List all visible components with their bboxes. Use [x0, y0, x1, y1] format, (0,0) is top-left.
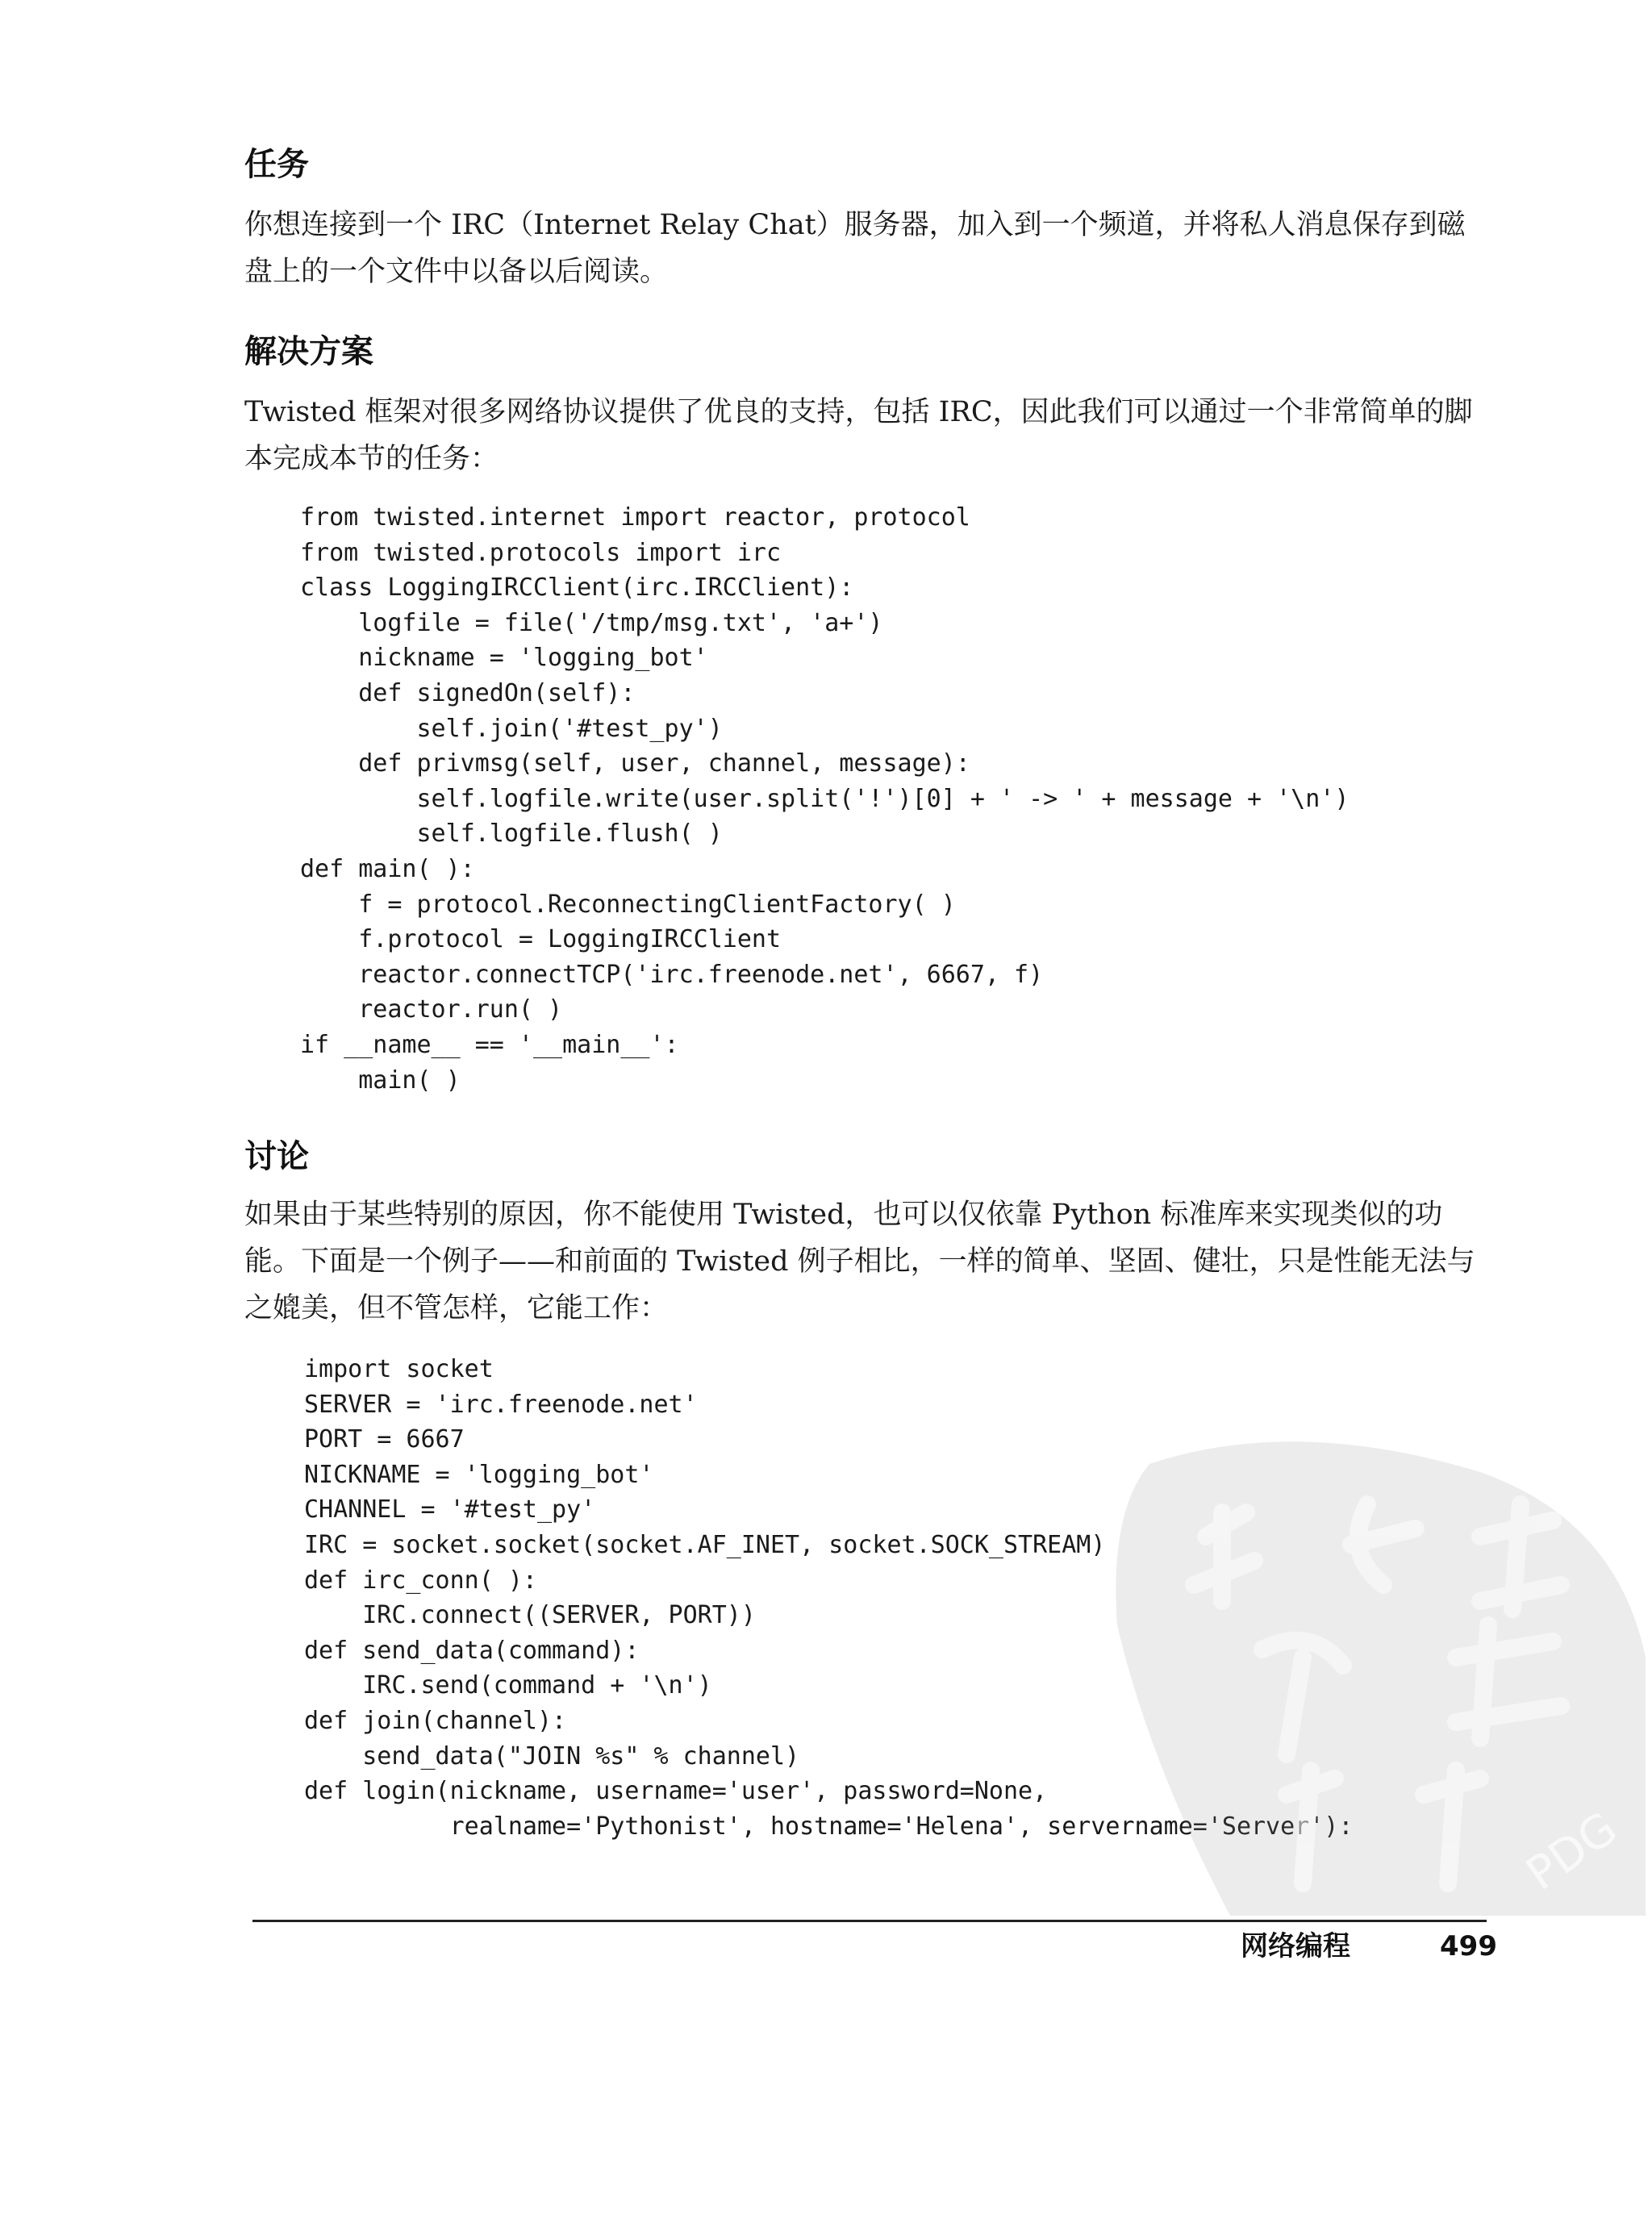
library-stamp-watermark — [1101, 1416, 1650, 1916]
watermark-pdg-text: PDG — [1516, 1802, 1627, 1901]
code-block-socket: import socket SERVER = 'irc.freenode.net' PORT = 6667 NICKNAME = 'logging_bot' CHANNEL = '#test_py' IRC = socket.socket(socket.AF_INET, socket.SOCK_STREAM) def irc_conn( ): IRC.connect((SERVER, PORT)) def send_data(command): IRC.send(command + '\n') def join(channel): send_data("JOIN %s" % channel) def login(nickname, username='user', password=None, realname='Pythonist', hostname='Helena', — [304, 1355, 1106, 1841]
task-paragraph: 你想连接到一个 IRC（Internet Relay Chat）服务器，加入到一个频道，并将私人消息保存到磁盘上的一个文件中以备以后阅读。 — [244, 209, 1466, 288]
solution-heading: 解决方案 — [244, 333, 373, 370]
discussion-heading: 讨论 — [244, 1138, 309, 1175]
task-heading: 任务 — [244, 146, 309, 183]
code-block-twisted: from twisted.internet import reactor, protocol from twisted.protocols import irc class LoggingIRCClient(irc.IRCClient): logfile = file('/tmp/msg.txt', 'a+') nickname = 'logging_bot' def signedOn(self): self.join('#test_py') def privmsg(self, user, channel, message): self.logfile.write(user.split('!')[0] + ' -> ' + message + '\n') self.logfile.flush( ) def main( ): f = protocol.ReconnectingClientFactory( ) f.protocol = LoggingIRCClient reactor.connectTCP('irc.freenode.net', 6667, f) reactor.run( ) if __name__ == '__main__': main( ) — [300, 503, 1350, 1095]
solution-paragraph: Twisted 框架对很多网络协议提供了优良的支持，包括 IRC，因此我们可以通过一个非常简单的脚本完成本节的任务： — [244, 396, 1473, 475]
footer-page-number: 499 — [1440, 1930, 1497, 1962]
footer-rule — [252, 1920, 1487, 1922]
discussion-paragraph: 如果由于某些特别的原因，你不能使用 Twisted，也可以仅依靠 Python 标准库来实现类似的功能。下面是一个例子——和前面的 Twisted 例子相比，一样的简单、坚固、健壮，只是性能无法与之媲美，但不管怎样，它能工作： — [244, 1199, 1475, 1324]
footer-chapter-title: 网络编程 — [1241, 1930, 1350, 1962]
